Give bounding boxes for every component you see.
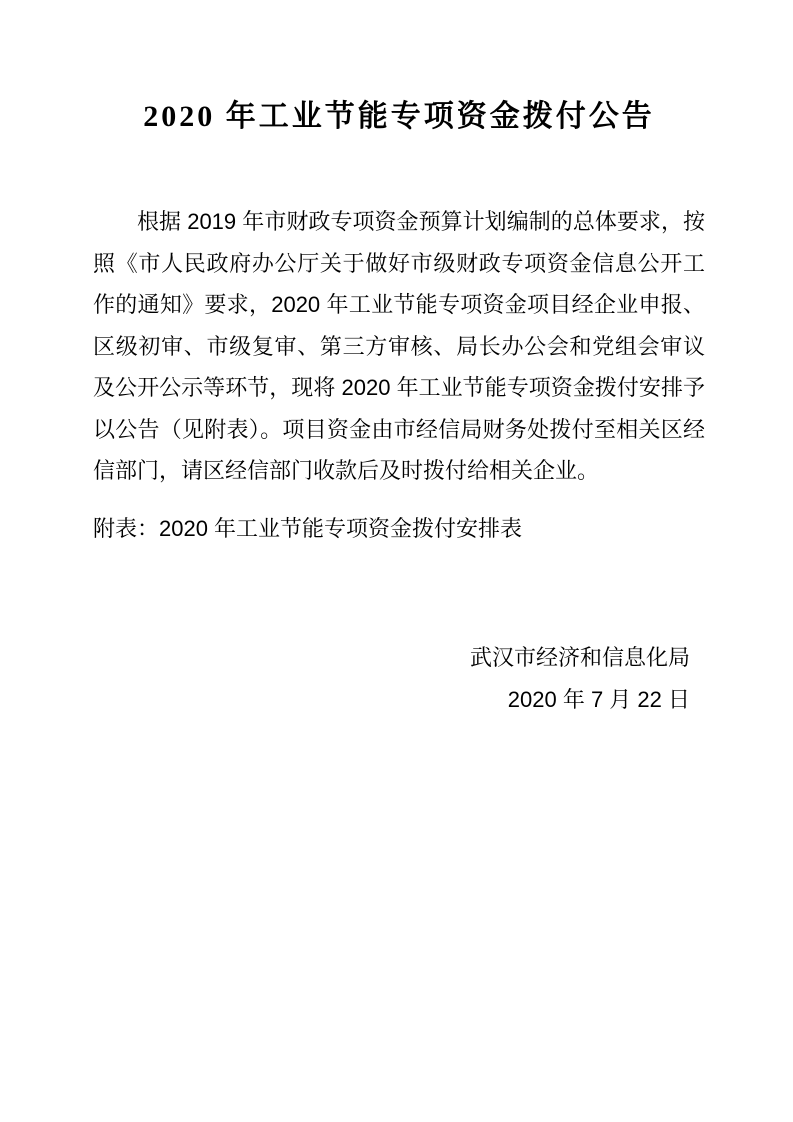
attachment-reference-line: 附表：2020 年工业节能专项资金拨付安排表 xyxy=(93,515,523,541)
signature-date: 2020 年 7 月 22 日 xyxy=(507,686,690,712)
signature-issuer: 武汉市经济和信息化局 xyxy=(469,645,690,670)
body-paragraph: 根据 2019 年市财政专项资金预算计划编制的总体要求，按照《市人民政府办公厅关于做好市级财政专项资金信息公开工作的通知》要求，2020 年工业节能专项资金项目经企业申报、区级初审、市级复审、第三方审核、局长办公会和党组会审议及公开公示等环节，现将 2020 年工业节能专项资金拨付安排予以公告（见附表）。项目资金由市经信局财务处拨付至相关区经信部门，请区经信部门收款后及时拨付给相关企业。 xyxy=(93,209,705,483)
signature-block xyxy=(93,637,705,720)
page-title: 2020 年工业节能专项资金拨付公告 xyxy=(143,100,655,133)
